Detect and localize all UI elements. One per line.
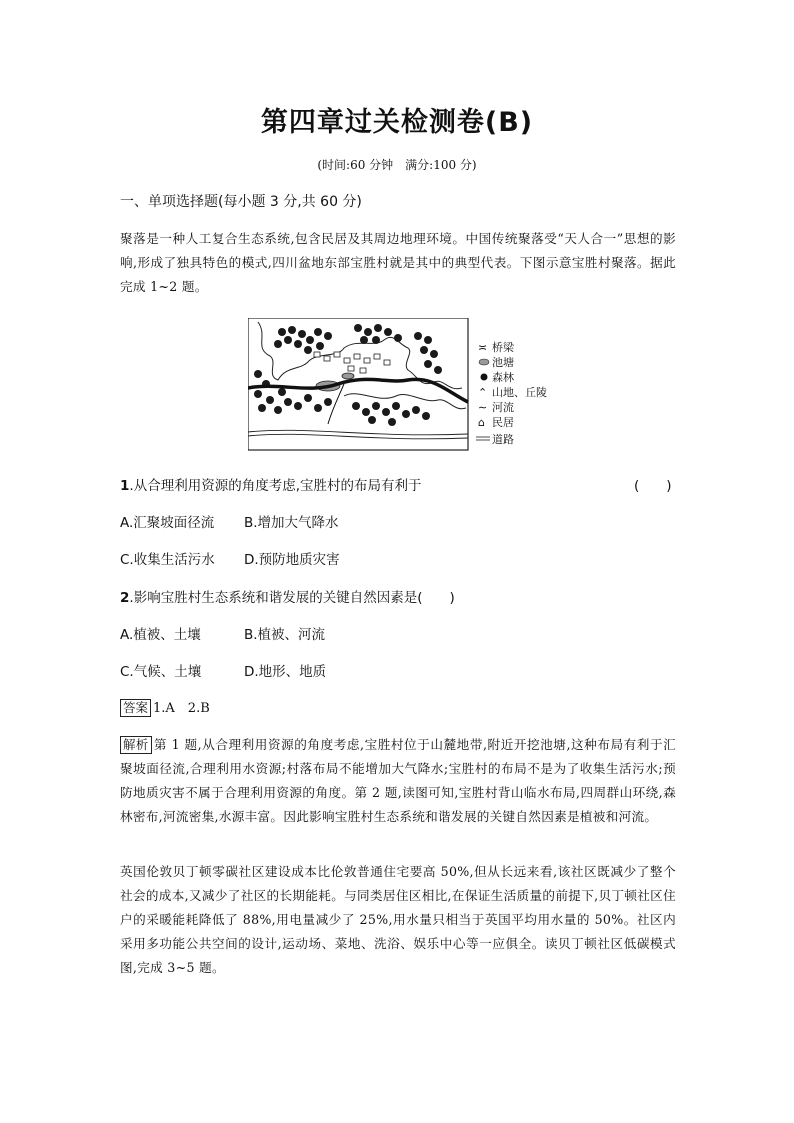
passage-settlement: 聚落是一种人工复合生态系统,包含民居及其周边地理环境。中国传统聚落受“天人合一”思想的影响,形成了独具特色的模式,四川盆地东部宝胜村就是其中的典型代表。下图示意宝胜村聚落。据此完成 1~2 题。 <box>120 231 676 294</box>
map-legend <box>476 340 547 446</box>
question-2-text: .影响宝胜村生态系统和谐发展的关键自然因素是( ) <box>129 590 455 606</box>
legend-pond: 池塘 <box>492 356 514 369</box>
legend-mountains: 山地、丘陵 <box>492 386 547 399</box>
svg-text:⌃: ⌃ <box>478 386 488 399</box>
q1-option-c: C.收集生活污水 <box>120 552 215 568</box>
q2-option-d: D.地形、地质 <box>244 664 327 680</box>
legend-forest: 森林 <box>492 371 514 384</box>
question-1-number: 1 <box>120 478 130 494</box>
answer-text: 1.A 2.B <box>153 701 210 716</box>
q1-option-a: A.汇聚坡面径流 <box>120 515 215 531</box>
question-1-answer-blank: ( ) <box>634 478 672 494</box>
svg-text:≍: ≍ <box>478 341 488 354</box>
question-1 <box>120 474 422 494</box>
legend-road: 道路 <box>492 433 514 446</box>
question-2 <box>120 586 455 606</box>
q2-option-b: B.植被、河流 <box>244 627 326 643</box>
village-map <box>248 318 548 454</box>
analysis-block <box>120 733 676 829</box>
pond <box>342 373 354 379</box>
q2-option-c: C.气候、土壤 <box>120 664 202 680</box>
svg-text:⌂: ⌂ <box>478 416 485 429</box>
question-2-number: 2 <box>120 590 130 606</box>
passage-bedzed: 英国伦敦贝丁顿零碳社区建设成本比伦敦普通住宅要高 50%,但从长远来看,该社区既减少了整个社会的成本,又减少了社区的长期能耗。与同类居住区相比,在保证生活质量的前提下,贝丁顿社区住户的采暖能耗降低了 88%,用电量减少了 25%,用水量只相当于英国平均用水量的 50%。社区内采用多功能公共空间的设计,运动场、菜地、洗浴、娱乐中心等一应俱全。读贝丁顿社区低碳模式图,完成 3~5 题。 <box>120 864 676 975</box>
analysis-text: 第 1 题,从合理利用资源的角度考虑,宝胜村位于山麓地带,附近开挖池塘,这种布局有利于汇聚坡面径流,合理利用水资源;村落布局不能增加大气降水;宝胜村的布局不是为了收集生活污水;预防地质灾害不属于合理利用资源的角度。第 2 题,读图可知,宝胜村背山临水布局,四周群山环绕,森林密布,河流密集,水源丰富。因此影响宝胜村生态系统和谐发展的关键自然因素是植被和河流。 <box>120 737 676 824</box>
legend-houses: 民居 <box>492 416 514 429</box>
answer-block <box>120 697 210 717</box>
question-1-text: .从合理利用资源的角度考虑,宝胜村的布局有利于 <box>129 478 422 494</box>
q2-option-a: A.植被、土壤 <box>120 627 201 643</box>
answer-label: 答案 <box>120 699 151 717</box>
q1-option-d: D.预防地质灾害 <box>244 552 340 568</box>
legend-bridge: 桥梁 <box>492 341 514 354</box>
exam-time-score: (时间:60 分钟 满分:100 分) <box>317 158 477 172</box>
q1-option-b: B.增加大气降水 <box>244 515 339 531</box>
legend-river: 河流 <box>492 401 514 414</box>
section-heading: 一、单项选择题(每小题 3 分,共 60 分) <box>120 194 362 210</box>
analysis-label: 解析 <box>120 736 152 754</box>
svg-text:∼: ∼ <box>478 401 488 414</box>
page-title: 第四章过关检测卷(B) <box>260 107 534 138</box>
